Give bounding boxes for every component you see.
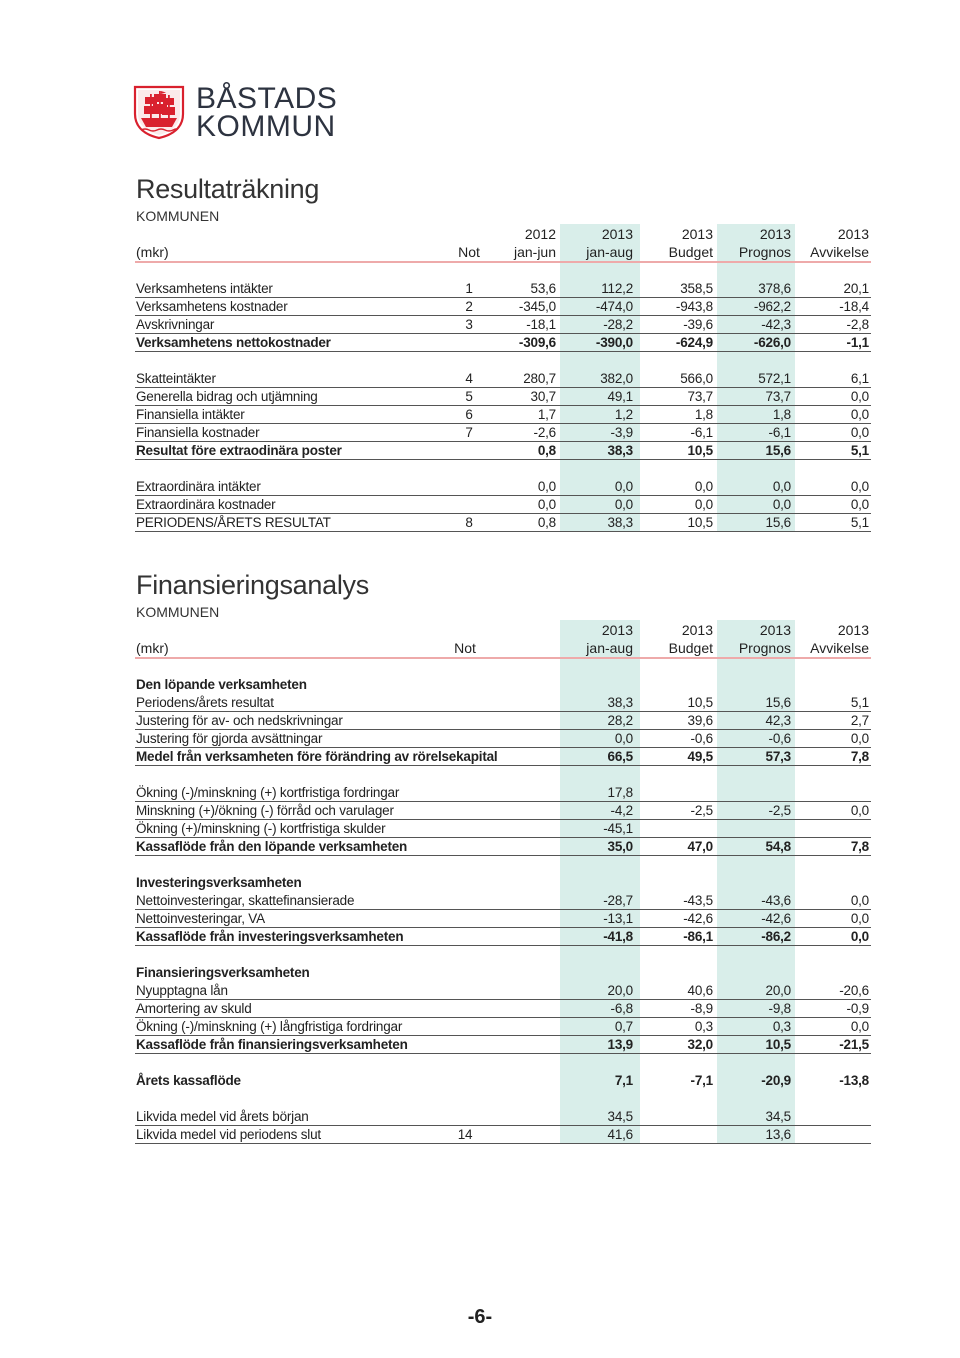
- finansiering-header-year-2: 2013: [759, 622, 791, 638]
- resultat-table-row: [135, 298, 871, 316]
- resultat-row-value-4: -2,8: [846, 317, 869, 332]
- finansiering-row-value-2: -42,6: [761, 911, 791, 926]
- finansiering-row-value-0: -6,8: [610, 1001, 633, 1016]
- resultat-row-value-0: 280,7: [523, 371, 556, 386]
- finansiering-row-value-2: 20,0: [765, 983, 791, 998]
- finansiering-row-value-2: 13,6: [765, 1127, 791, 1142]
- finansiering-row-value-1: -7,1: [690, 1073, 713, 1088]
- finansiering-table-row: [135, 1018, 871, 1036]
- resultat-row-value-0: 0,0: [537, 497, 556, 512]
- finansiering-row-value-1: 0,3: [694, 1019, 713, 1034]
- resultat-row-value-0: 53,6: [530, 281, 556, 296]
- finansiering-subtitle: KOMMUNEN: [136, 604, 220, 620]
- resultat-row-value-2: 10,5: [687, 443, 713, 458]
- resultat-row-not: 7: [465, 425, 473, 440]
- resultat-row-not: 6: [465, 407, 473, 422]
- resultat-row-not: 8: [465, 515, 473, 530]
- resultat-row-value-4: 5,1: [850, 443, 869, 458]
- resultat-row-value-3: 0,0: [772, 497, 791, 512]
- resultat-row-value-3: 0,0: [772, 479, 791, 494]
- resultat-row-label: Resultat före extraodinära poster: [136, 443, 342, 458]
- resultat-row-label: Finansiella kostnader: [136, 425, 260, 440]
- resultat-header-col-1: jan-aug: [586, 244, 633, 260]
- finansiering-row-label: Ökning (-)/minskning (+) långfristiga fordringar: [136, 1019, 403, 1034]
- finansiering-row-value-3: -13,8: [839, 1073, 869, 1088]
- finansiering-row-label: Nyupptagna lån: [136, 983, 228, 998]
- finansiering-row-value-2: -43,6: [761, 893, 791, 908]
- finansiering-section-heading: [135, 874, 871, 892]
- resultat-row-value-2: -39,6: [683, 317, 713, 332]
- finansiering-row-value-2: -20,9: [761, 1073, 791, 1088]
- finansiering-row-label: Likvida medel vid periodens slut: [136, 1127, 321, 1142]
- resultat-header-col-0: jan-jun: [513, 244, 556, 260]
- finansiering-row-value-2: 54,8: [765, 839, 791, 854]
- finansiering-row-value-3: 0,0: [850, 929, 869, 944]
- resultat-row-label: Verksamhetens nettokostnader: [136, 335, 331, 350]
- resultat-row-value-1: 49,1: [607, 389, 633, 404]
- resultat-header-col-2: Budget: [668, 244, 713, 260]
- resultat-row-label: Avskrivningar: [136, 317, 215, 332]
- finansiering-row-label: Periodens/årets resultat: [136, 695, 274, 710]
- finansiering-table-row: [135, 928, 871, 946]
- resultat-header-col-3: Prognos: [738, 244, 791, 260]
- resultat-row-label: Verksamhetens kostnader: [136, 299, 288, 314]
- resultat-row-value-1: -3,9: [610, 425, 633, 440]
- resultat-table-row: [135, 514, 871, 532]
- resultat-row-value-3: -6,1: [768, 425, 791, 440]
- resultat-row-value-3: 15,6: [765, 515, 791, 530]
- finansiering-row-value-2: 34,5: [765, 1109, 791, 1124]
- finansiering-row-label: Finansieringsverksamheten: [136, 965, 310, 980]
- finansiering-row-label: Minskning (+)/ökning (-) förråd och varulager: [136, 803, 394, 818]
- finansiering-table-row: [135, 1072, 871, 1090]
- finansiering-row-value-0: 0,7: [614, 1019, 633, 1034]
- finansiering-row-value-0: -13,1: [603, 911, 633, 926]
- resultat-row-label: Extraordinära intäkter: [136, 479, 261, 494]
- finansiering-row-label: Nettoinvesteringar, VA: [136, 911, 265, 926]
- resultat-row-value-2: -6,1: [690, 425, 713, 440]
- finansiering-row-value-1: -0,6: [690, 731, 713, 746]
- resultat-row-value-4: 0,0: [850, 389, 869, 404]
- finansiering-row-label: Nettoinvesteringar, skattefinansierade: [136, 893, 355, 908]
- finansiering-table-row: [135, 1108, 871, 1126]
- resultat-header-year-1: 2013: [601, 226, 633, 242]
- finansiering-row-value-0: -28,7: [603, 893, 633, 908]
- resultat-row-value-0: -345,0: [518, 299, 556, 314]
- resultat-header-year-4: 2013: [837, 226, 869, 242]
- finansiering-table-row: [135, 730, 871, 748]
- page-number: -6-: [467, 1306, 493, 1328]
- resultat-row-value-2: 1,8: [694, 407, 713, 422]
- resultat-row-not: 3: [465, 317, 473, 332]
- resultat-row-value-3: 378,6: [758, 281, 791, 296]
- finansiering-header-col-0: jan-aug: [586, 640, 633, 656]
- finansiering-row-value-1: -8,9: [690, 1001, 713, 1016]
- logo-line-2: KOMMUN: [196, 110, 336, 143]
- resultat-subtitle: KOMMUNEN: [136, 208, 220, 224]
- resultat-row-value-4: 6,1: [850, 371, 869, 386]
- finansiering-row-value-0: 7,1: [614, 1073, 633, 1088]
- resultat-row-value-1: 38,3: [607, 515, 633, 530]
- resultat-row-value-0: -18,1: [526, 317, 556, 332]
- resultat-table-row: [135, 442, 871, 460]
- finansiering-row-label: Den löpande verksamheten: [136, 677, 307, 692]
- finansiering-row-value-2: 10,5: [765, 1037, 791, 1052]
- resultat-row-value-4: 20,1: [843, 281, 869, 296]
- finansiering-header-col-2: Prognos: [738, 640, 791, 656]
- resultat-row-value-1: 0,0: [614, 497, 633, 512]
- resultat-row-value-4: 0,0: [850, 407, 869, 422]
- finansiering-row-value-1: -42,6: [683, 911, 713, 926]
- resultat-row-value-0: 0,8: [537, 443, 556, 458]
- finansiering-header-year-1: 2013: [681, 622, 713, 638]
- finansiering-row-value-2: -0,6: [768, 731, 791, 746]
- finansiering-row-value-2: 0,3: [772, 1019, 791, 1034]
- finansiering-row-value-0: 28,2: [607, 713, 633, 728]
- resultat-table-row: [135, 496, 871, 514]
- resultat-row-value-1: 1,2: [614, 407, 633, 422]
- finansiering-row-label: Amortering av skuld: [136, 1001, 252, 1016]
- resultat-row-label: Finansiella intäkter: [136, 407, 245, 422]
- finansiering-table-row: [135, 820, 871, 838]
- finansiering-row-value-3: 0,0: [850, 731, 869, 746]
- resultat-row-not: 2: [465, 299, 473, 314]
- finansiering-title: Finansieringsanalys: [136, 570, 369, 600]
- resultat-title: Resultaträkning: [136, 174, 320, 204]
- finansiering-row-value-3: 7,8: [850, 839, 869, 854]
- finansiering-table-row: [135, 694, 871, 712]
- resultat-header-year-3: 2013: [759, 226, 791, 242]
- finansiering-row-value-2: 15,6: [765, 695, 791, 710]
- finansiering-header-rule: [135, 657, 871, 659]
- finansiering-table-row: [135, 748, 871, 766]
- resultat-row-value-2: 566,0: [680, 371, 713, 386]
- finansiering-section-heading: [135, 676, 871, 694]
- resultat-row-value-1: -390,0: [595, 335, 633, 350]
- resultat-row-not: 5: [465, 389, 473, 404]
- finansiering-row-value-1: -86,1: [683, 929, 713, 944]
- resultat-row-not: 4: [465, 371, 473, 386]
- resultat-row-value-1: 38,3: [607, 443, 633, 458]
- finansiering-table-row: [135, 784, 871, 802]
- finansiering-row-value-3: 0,0: [850, 893, 869, 908]
- resultat-table-row: [135, 406, 871, 424]
- finansiering-row-value-0: 38,3: [607, 695, 633, 710]
- finansiering-row-value-3: 2,7: [850, 713, 869, 728]
- finansiering-table-row: [135, 1036, 871, 1054]
- finansiering-row-value-0: -41,8: [603, 929, 633, 944]
- finansiering-row-label: Årets kassaflöde: [136, 1073, 241, 1088]
- finansiering-row-value-2: 57,3: [765, 749, 791, 764]
- finansiering-header-mkr: (mkr): [136, 640, 169, 656]
- resultat-row-value-4: 0,0: [850, 497, 869, 512]
- finansiering-row-value-1: 47,0: [687, 839, 713, 854]
- finansiering-row-value-2: -86,2: [761, 929, 791, 944]
- resultat-row-value-2: 358,5: [680, 281, 713, 296]
- resultat-row-value-2: 0,0: [694, 497, 713, 512]
- resultat-row-value-0: 1,7: [537, 407, 556, 422]
- resultat-row-value-0: -2,6: [533, 425, 556, 440]
- resultat-row-value-4: 0,0: [850, 425, 869, 440]
- finansiering-row-value-0: 35,0: [607, 839, 633, 854]
- resultat-row-value-4: 5,1: [850, 515, 869, 530]
- finansiering-table-row: [135, 712, 871, 730]
- resultat-row-value-3: -962,2: [753, 299, 791, 314]
- finansiering-row-value-0: 17,8: [607, 785, 633, 800]
- finansiering-row-value-0: -4,2: [610, 803, 633, 818]
- finansiering-header-year-3: 2013: [837, 622, 869, 638]
- resultat-header-year-2: 2013: [681, 226, 713, 242]
- finansiering-row-value-3: -20,6: [839, 983, 869, 998]
- finansiering-table-row: [135, 838, 871, 856]
- finansiering-row-value-0: 41,6: [607, 1127, 633, 1142]
- resultat-table-row: [135, 316, 871, 334]
- resultat-row-value-4: -1,1: [846, 335, 869, 350]
- resultat-header-rule: [135, 261, 871, 263]
- finansiering-row-label: Kassaflöde från investeringsverksamheten: [136, 929, 404, 944]
- finansiering-row-value-0: 34,5: [607, 1109, 633, 1124]
- finansiering-row-value-3: 7,8: [850, 749, 869, 764]
- finansiering-row-value-1: 49,5: [687, 749, 713, 764]
- resultat-table-row: [135, 388, 871, 406]
- finansiering-header-not: Not: [454, 640, 476, 656]
- finansiering-row-not: 14: [457, 1127, 473, 1142]
- finansiering-row-value-1: 39,6: [687, 713, 713, 728]
- finansiering-row-value-3: -21,5: [839, 1037, 869, 1052]
- resultat-row-value-3: -42,3: [761, 317, 791, 332]
- resultat-row-value-2: -943,8: [675, 299, 713, 314]
- resultat-header-col-4: Avvikelse: [810, 244, 869, 260]
- finansiering-row-label: Kassaflöde från den löpande verksamheten: [136, 839, 408, 854]
- resultat-row-label: PERIODENS/ÅRETS RESULTAT: [136, 515, 331, 530]
- finansiering-row-value-3: -0,9: [846, 1001, 869, 1016]
- logo-line-1: BÅSTADS: [196, 82, 338, 115]
- finansiering-table-row: [135, 1000, 871, 1018]
- resultat-row-label: Skatteintäkter: [136, 371, 216, 386]
- resultat-row-value-2: 73,7: [687, 389, 713, 404]
- resultat-table-row: [135, 334, 871, 352]
- resultat-row-label: Verksamhetens intäkter: [136, 281, 273, 296]
- finansiering-row-value-2: -2,5: [768, 803, 791, 818]
- resultat-row-value-0: 0,0: [537, 479, 556, 494]
- finansiering-header-col-1: Budget: [668, 640, 713, 656]
- finansiering-row-label: Investeringsverksamheten: [136, 875, 302, 890]
- finansiering-row-value-3: 0,0: [850, 803, 869, 818]
- finansiering-row-label: Ökning (+)/minskning (-) kortfristiga skulder: [136, 821, 386, 836]
- finansiering-section-heading: [135, 964, 871, 982]
- finansiering-table-row: [135, 802, 871, 820]
- resultat-row-value-2: -624,9: [675, 335, 713, 350]
- resultat-row-value-3: 73,7: [765, 389, 791, 404]
- finansiering-row-value-0: 13,9: [607, 1037, 633, 1052]
- resultat-row-value-0: -309,6: [518, 335, 556, 350]
- finansiering-table-row: [135, 892, 871, 910]
- resultat-table-row: [135, 280, 871, 298]
- resultat-row-value-1: 382,0: [600, 371, 633, 386]
- resultat-row-value-4: -18,4: [839, 299, 869, 314]
- finansiering-row-value-0: 20,0: [607, 983, 633, 998]
- finansiering-table-row: [135, 910, 871, 928]
- resultat-row-not: 1: [465, 281, 473, 296]
- resultat-row-value-1: -474,0: [595, 299, 633, 314]
- finansiering-row-value-1: -43,5: [683, 893, 713, 908]
- finansiering-table-row: [135, 1126, 871, 1144]
- resultat-row-value-0: 0,8: [537, 515, 556, 530]
- resultat-row-label: Extraordinära kostnader: [136, 497, 276, 512]
- resultat-row-value-0: 30,7: [530, 389, 556, 404]
- resultat-row-value-3: 15,6: [765, 443, 791, 458]
- finansiering-row-value-0: 66,5: [607, 749, 633, 764]
- resultat-header-mkr: (mkr): [136, 244, 169, 260]
- finansiering-row-value-1: 32,0: [687, 1037, 713, 1052]
- finansiering-header-year-0: 2013: [601, 622, 633, 638]
- finansiering-row-value-1: 10,5: [687, 695, 713, 710]
- resultat-table-row: [135, 370, 871, 388]
- finansiering-row-label: Justering för av- och nedskrivningar: [136, 713, 343, 728]
- logo: [132, 82, 352, 143]
- resultat-row-value-3: 572,1: [758, 371, 791, 386]
- finansiering-row-value-3: 0,0: [850, 1019, 869, 1034]
- finansiering-row-label: Likvida medel vid årets början: [136, 1109, 309, 1124]
- resultat-row-value-2: 0,0: [694, 479, 713, 494]
- finansiering-row-value-2: 42,3: [765, 713, 791, 728]
- resultat-row-value-1: 112,2: [601, 281, 633, 296]
- resultat-table-row: [135, 424, 871, 442]
- resultat-table-row: [135, 478, 871, 496]
- resultat-header-year-0: 2012: [524, 226, 556, 242]
- resultat-row-value-1: -28,2: [603, 317, 633, 332]
- finansiering-row-label: Ökning (-)/minskning (+) kortfristiga fordringar: [136, 785, 400, 800]
- finansiering-row-value-3: 5,1: [850, 695, 869, 710]
- finansiering-table-row: [135, 982, 871, 1000]
- finansiering-row-value-1: -2,5: [690, 803, 713, 818]
- resultat-row-value-1: 0,0: [614, 479, 633, 494]
- municipal-seal-icon: [132, 84, 186, 140]
- finansiering-row-label: Kassaflöde från finansieringsverksamheten: [136, 1037, 408, 1052]
- resultat-row-value-4: 0,0: [850, 479, 869, 494]
- resultat-row-value-3: -626,0: [753, 335, 791, 350]
- resultat-row-value-3: 1,8: [772, 407, 791, 422]
- finansiering-row-value-1: 40,6: [687, 983, 713, 998]
- finansiering-row-value-2: -9,8: [768, 1001, 791, 1016]
- resultat-header-not: Not: [458, 244, 480, 260]
- resultat-row-value-2: 10,5: [687, 515, 713, 530]
- finansiering-header-col-3: Avvikelse: [810, 640, 869, 656]
- resultat-row-label: Generella bidrag och utjämning: [136, 389, 318, 404]
- finansiering-row-value-0: -45,1: [603, 821, 633, 836]
- finansiering-row-label: Medel från verksamheten före förändring av rörelsekapital: [136, 749, 498, 764]
- finansiering-row-value-3: 0,0: [850, 911, 869, 926]
- finansiering-row-label: Justering för gjorda avsättningar: [136, 731, 323, 746]
- finansiering-row-value-0: 0,0: [614, 731, 633, 746]
